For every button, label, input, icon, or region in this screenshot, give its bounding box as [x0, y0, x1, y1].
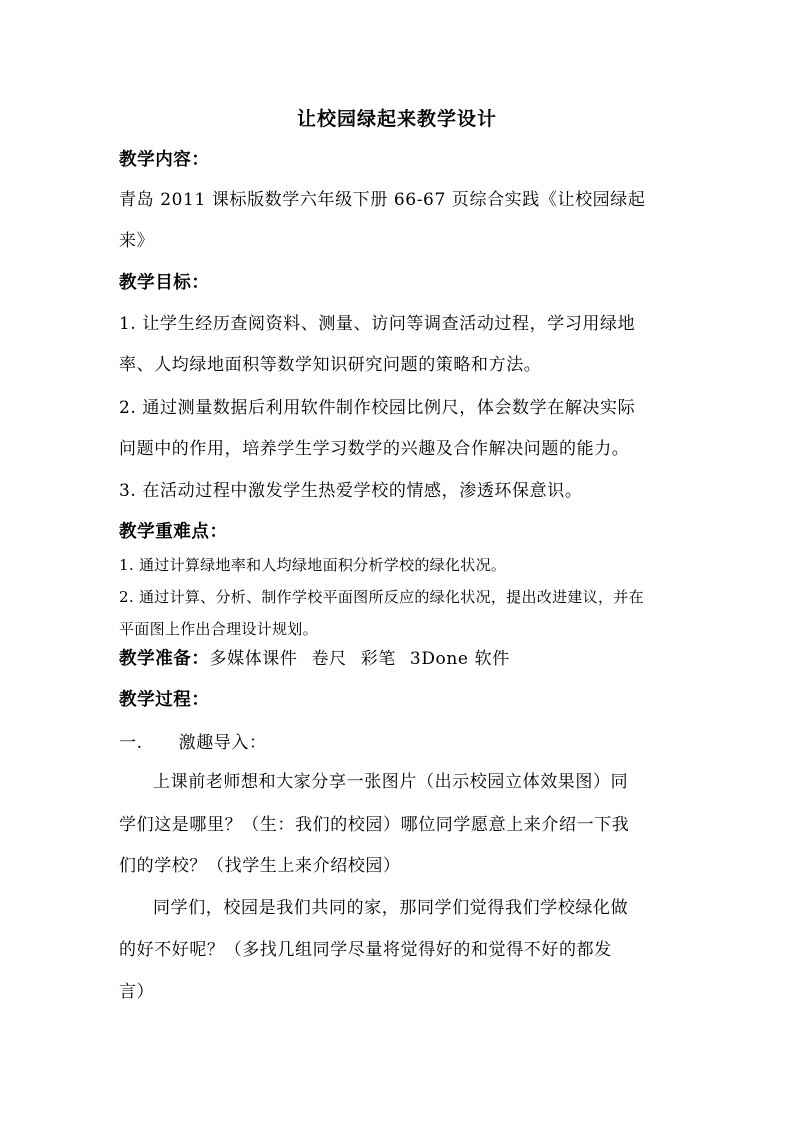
key-point-line-1: 1. 通过计算绿地率和人均绿地面积分析学校的绿化状况。 — [119, 556, 507, 574]
process-step-heading — [119, 733, 267, 753]
paragraph2-line-2: 的好不好呢？（多找几组同学尽量将觉得好的和觉得不好的都发 — [119, 940, 612, 960]
paragraph2-line-3: 言） — [119, 982, 155, 1002]
objective-line-1: 1. 让学生经历查阅资料、测量、访问等调查活动过程，学习用绿地 — [119, 314, 636, 334]
objective-line-2: 率、人均绿地面积等数学知识研究问题的策略和方法。 — [119, 355, 542, 375]
content-line-2: 来》 — [119, 231, 155, 251]
section-heading-preparation: 教学准备： — [119, 649, 210, 669]
document-title: 让校园绿起来教学设计 — [296, 108, 497, 130]
paragraph1-line-1: 上课前老师想和大家分享一张图片（出示校园立体效果图）同 — [153, 772, 629, 792]
section-heading-content: 教学内容： — [119, 150, 210, 170]
objective-line-5: 3. 在活动过程中激发学生热爱学校的情感，渗透环保意识。 — [119, 481, 583, 501]
preparation-item: 卷尺 — [311, 649, 347, 669]
preparation-row — [119, 649, 510, 669]
content-line-1: 青岛 2011 课标版数学六年级下册 66-67 页综合实践《让校园绿起 — [119, 190, 646, 210]
key-point-line-3: 平面图上作出合理设计规划。 — [119, 620, 318, 638]
section-heading-objectives: 教学目标： — [119, 273, 210, 293]
preparation-item: 多媒体课件 — [209, 649, 298, 669]
paragraph1-line-2: 学们这是哪里？（生：我们的校园）哪位同学愿意上来介绍一下我 — [119, 815, 630, 835]
objective-line-3: 2. 通过测量数据后利用软件制作校园比例尺，体会数学在解决实际 — [119, 398, 636, 418]
paragraph1-line-3: 们的学校？（找学生上来介绍校园） — [119, 856, 401, 876]
step-number: 一. — [119, 733, 143, 753]
preparation-item: 3Done 软件 — [409, 649, 510, 669]
preparation-item: 彩笔 — [360, 649, 396, 669]
key-point-line-2: 2. 通过计算、分析、制作学校平面图所反应的绿化状况，提出改进建议，并在 — [119, 588, 644, 606]
paragraph2-line-1: 同学们，校园是我们共同的家，那同学们觉得我们学校绿化做 — [153, 898, 629, 918]
step-title: 激趣导入： — [178, 733, 267, 753]
section-heading-process: 教学过程： — [119, 690, 210, 710]
objective-line-4: 问题中的作用，培养学生学习数学的兴趣及合作解决问题的能力。 — [119, 439, 630, 459]
section-heading-key-points: 教学重难点： — [119, 522, 228, 542]
